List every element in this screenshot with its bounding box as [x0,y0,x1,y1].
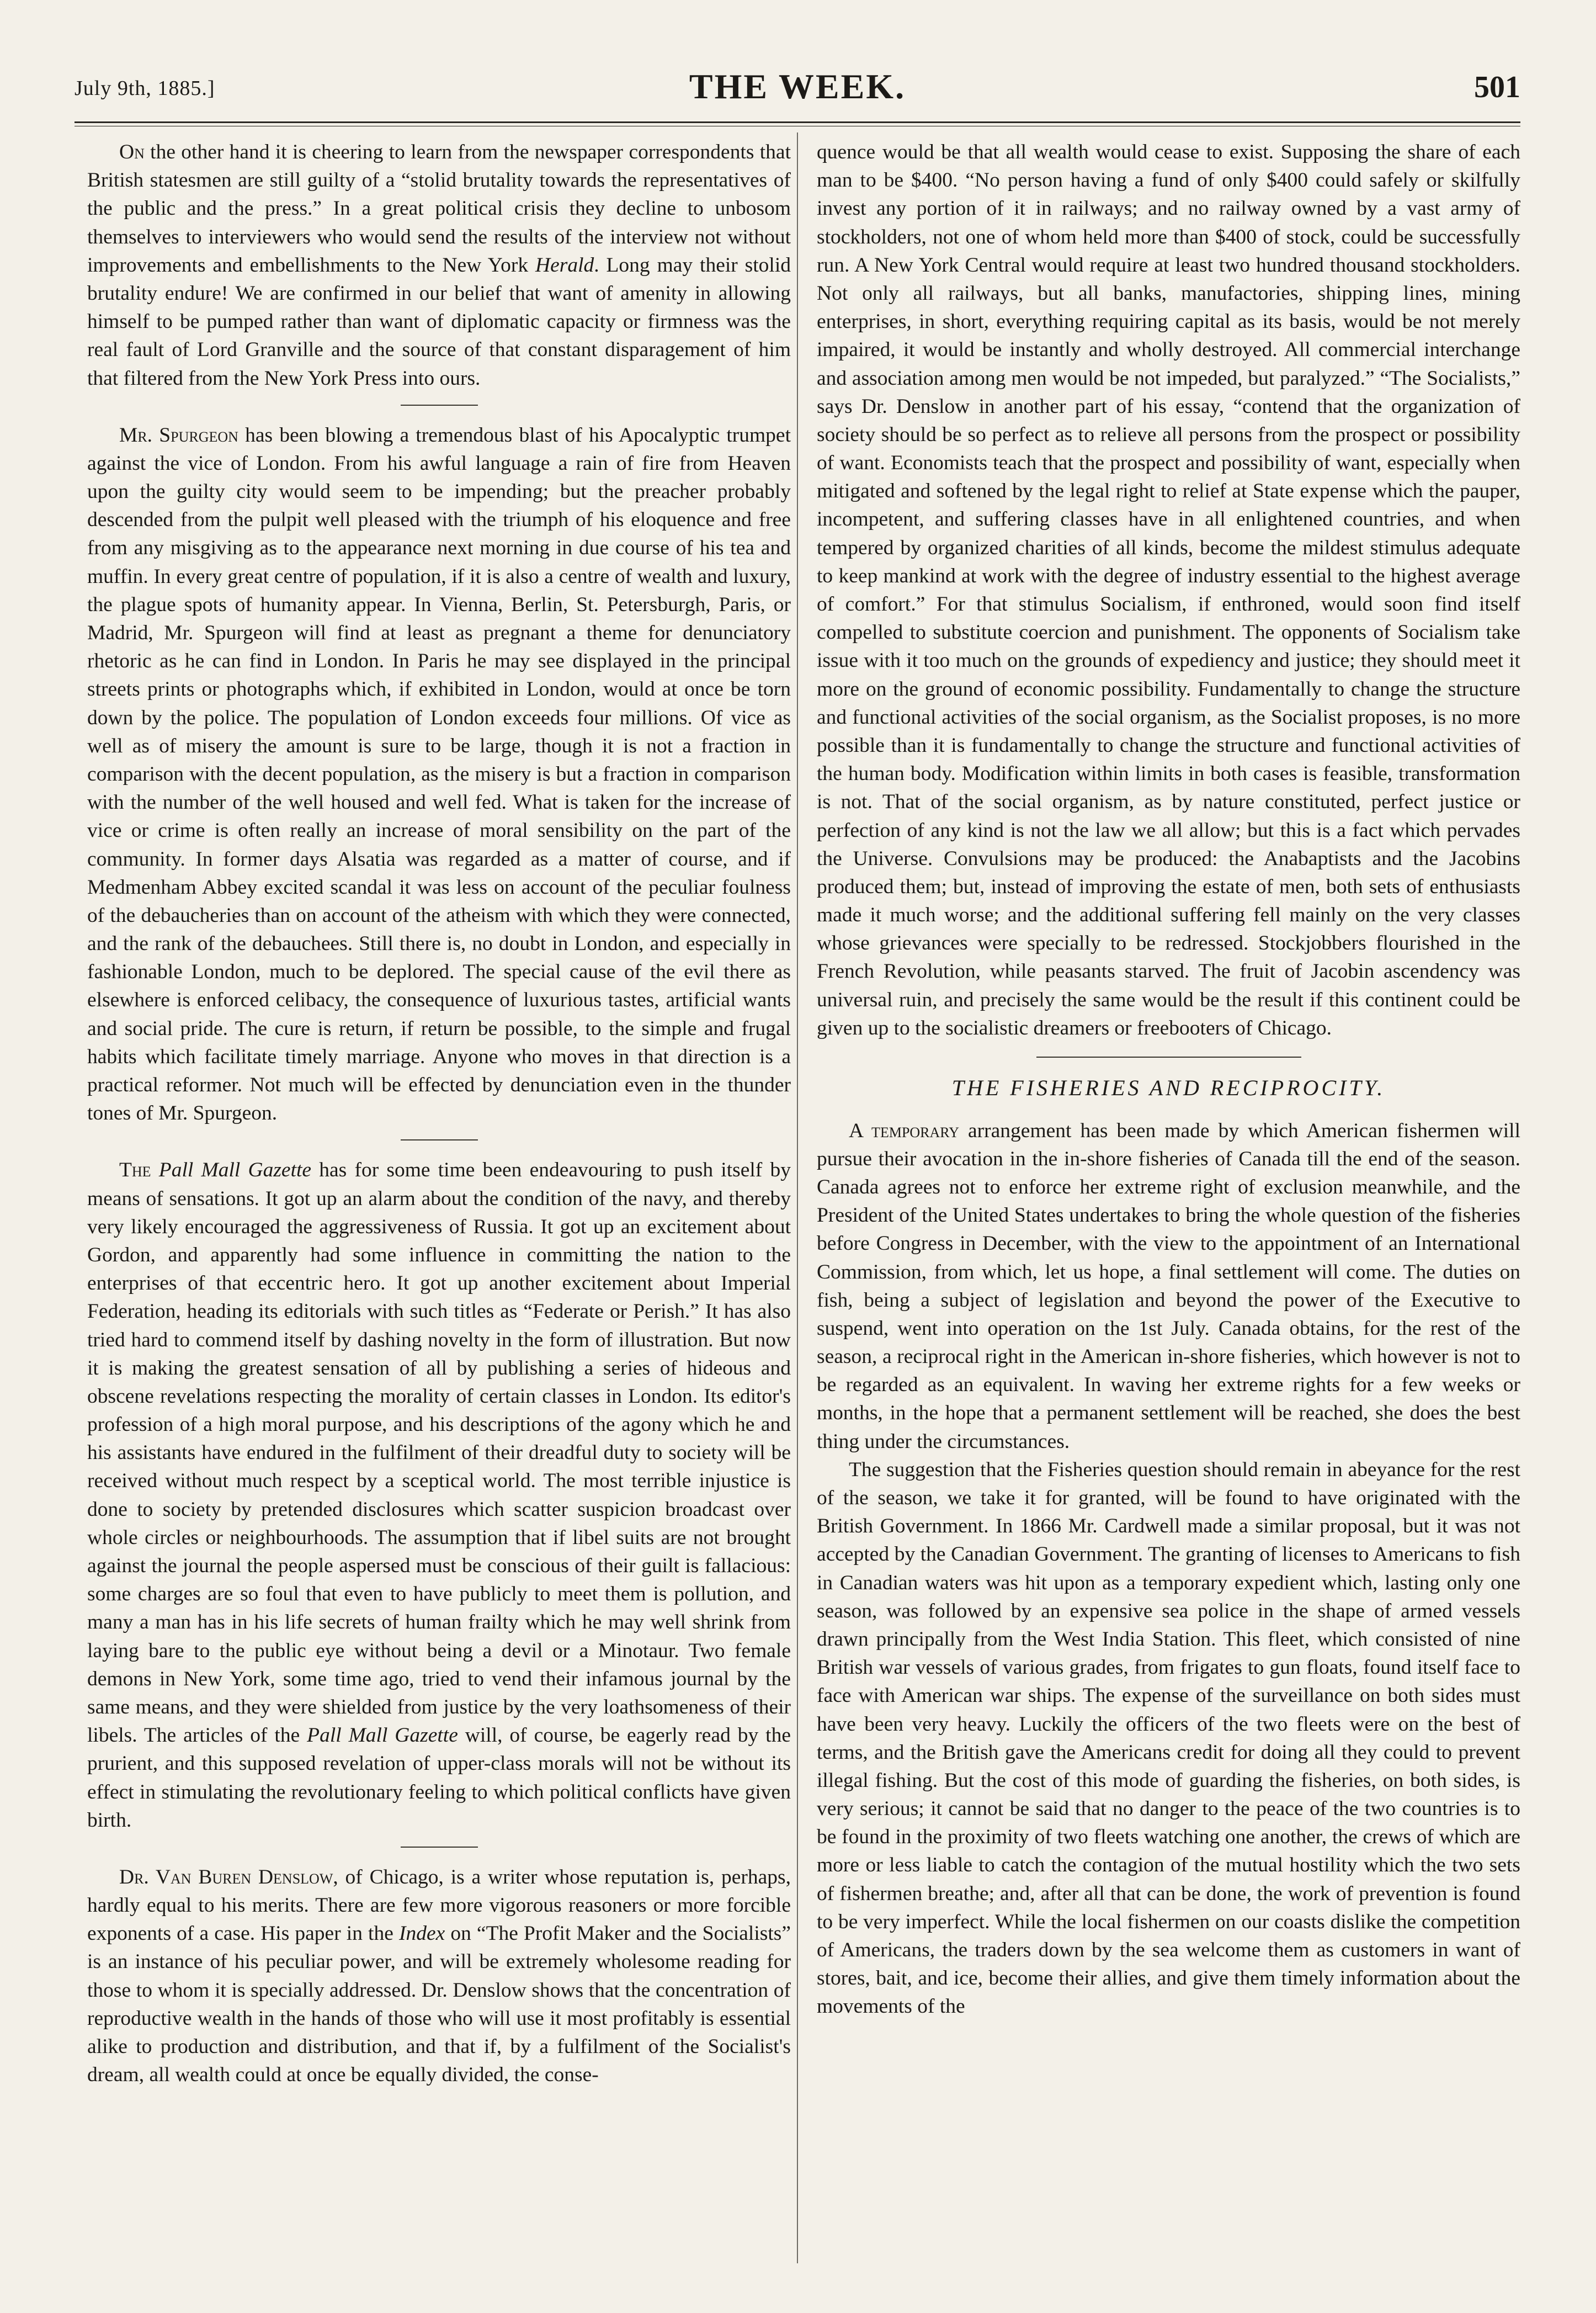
masthead [75,66,1520,119]
lead-words: Dr. Van Buren Denslow [119,1865,333,1888]
paragraph-text: arrangement has been made by which American fishermen will pursue their avocation in the in-shore fisheries of Canada till the end of the season. Canada agrees not to enforce her extreme right of exclusion meanwhile, and the President of the United States undertakes to bring the whole question of the fisheries before Congress in December, with the view to the appointment of an International Commission, from which, let us hope, a final settlement will come. The duties on fish, being a subject of legislation and beyond the power of the Executive to suspend, went into operation on the 1st July. Canada obtains, for the rest of the season, a reciprocal right in the American in-shore fisheries, which however is not to be regarded as an equivalent. In waving her extreme rights for a few weeks or months, in the hope that a permanent settlement will be reached, she does the best thing under the circumstances. [817,1119,1520,1453]
lead-words: A temporary [849,1119,959,1142]
newspaper-name: Pall Mall Gazette [307,1724,458,1747]
article-fisheries-2: The suggestion that the Fisheries question should remain in abeyance for the rest of the season, we take it for granted, will be found to have originated with the British Government. In 1866 Mr. Cardwell made a similar proposal, but it was not accepted by the Canadian Government. The granting of licenses to Americans to fish in Canadian waters was hit upon as a temporary expedient which, lasting only one season, was followed by an expensive sea police in the shape of armed vessels drawn principally from the West India Station. This fleet, which consisted of nine British war vessels of various grades, from frigates to gun floats, found itself face to face with American war ships. The expense of the surveillance on both sides must have been very heavy. Luckily the officers of the two fleets were on the best of terms, and the British gave the Americans credit for doing all they could to prevent illegal fishing. But the cost of this mode of guarding the fisheries, on both sides, is very serious; it cannot be said that no danger to the peace of the two countries is to be found in the proximity of two fleets watching one another, the crews of which are more or less liable to catch the contagion of the mutual hostility which the two sets of fishermen breathe; and, after all that can be done, the work of prevention is found to be very imperfect. While the local fishermen on our coasts dislike the competition of Americans, the traders down by the sea welcome them as customers in want of stores, bait, and ice, become their allies, and give them timely information about the movements of the [817,1458,1520,2018]
article-fisheries [817,1117,1520,1456]
newspaper-name: Pall Mall Gazette [158,1159,312,1182]
section-separator [401,1847,478,1848]
journal-name: Index [398,1922,445,1945]
column-divider [797,132,798,2263]
article-pall-mall-gazette [87,1156,791,1834]
paragraph-text: . Long may their stolid brutality endure! We are confirmed in our belief that want of amenity in allowing himself to be pumped rather than want of diplomatic capacity or firmness was the real fault of Lord Granville and the source of that constant disparagement of him that filtered from the New York Press into ours. [87,253,791,390]
paragraph-text: has for some time been endeavouring to push itself by means of sensations. It got up an alarm about the condition of the navy, and thereby very likely encouraged the aggressiveness of Russia. It got up an excitement about Gordon, and apparently had some influence in committing the nation to the enterprises of that eccentric hero. It got up another excitement about Imperial Federation, heading its editorials with such titles as “Federate or Perish.” It has also tried hard to commend itself by dashing novelty in the form of illustration. But now it is making the greatest sensation of all by publishing a series of hideous and obscene revelations respecting the morality of certain classes in London. Its editor's profession of a high moral purpose, and his descriptions of the agony which he and his assistants have endured in the fulfilment of their dreadful duty to society will be received without much respect by a sceptical world. The most terrible injustice is done to society by pretended disclosures which scatter suspicion broadcast over whole circles or neighbourhoods. The assumption that if libel suits are not brought against the journal the people aspersed must be conscious of their guilt is fallacious: some charges are so foul that even to have publicly to meet them is pollution, and many a man has in his life secrets of human frailty which he may well shrink from laying bare to the public eye without being a devil or a Minotaur. Two female demons in New York, some time ago, tried to vend their infamous journal by the same means, and they were shielded from justice by the very loathsomeness of their libels. The articles of the [87,1159,791,1747]
page-number: 501 [1474,70,1520,104]
paragraph-text: has been blowing a tremendous blast of his Apocalyptic trumpet against the vice of London. From his awful language a rain of fire from Heaven upon the guilty city would seem to be impending; but the preacher probably descended from the pulpit well pleased with the triumph of his eloquence and free from any misgiving as to the appearance next morning in due course of his tea and muffin. In every great centre of population, if it is also a centre of wealth and luxury, the plague spots of humanity appear. In Vienna, Berlin, St. Petersburgh, Paris, or Madrid, Mr. Spurgeon will find at least as pregnant a theme for denunciatory rhetoric as he can find in London. In Paris he may see displayed in the principal streets prints or photographs which, if exhibited in London, would at once be torn down by the police. The population of London exceeds four millions. Of vice as well as of misery the amount is sure to be large, though it is not a fraction in comparison with the decent population, as the misery is but a fraction in comparison with the number of the well housed and well fed. What is taken for the increase of vice or crime is often really an increase of moral sensibility on the part of the community. In former days Alsatia was regarded as a matter of course, and if Medmenham Abbey excited scandal it was less on account of the peculiar foulness of the debaucheries than on account of the atheism with which they were connected, and the rank of the debauchees. Still there is, no doubt in London, and especially in fashionable London, much to be deplored. The special cause of the evil there as elsewhere is enforced celibacy, the consequence of luxurious tastes, artificial wants and social pride. The cure is return, if return be possible, to the simple and frugal habits which facilitate timely marriage. Anyone who moves in that direction is a practical reformer. Not much will be effected by denunciation even in the thunder tones of Mr. Spurgeon. [87,423,791,1125]
left-column [87,138,791,2089]
article-heading: THE FISHERIES AND RECIPROCITY. [951,1075,1386,1100]
newspaper-title: THE WEEK. [689,67,906,106]
header-rule [75,121,1520,123]
paragraph-text: the other hand it is cheering to learn from the newspaper correspondents that British statesmen are still guilty of a “stolid brutality towards the representatives of the public and the press.” In a great political crisis they decline to unbosom themselves to interviewers who would send the results of the interview not without improvements and embellishments to the New York [87,141,791,277]
lead-words: The [119,1159,151,1182]
paragraph-text: on “The Profit Maker and the Socialists” is an instance of his peculiar power, and will be extremely wholesome reading for those to whom it is specially addressed. Dr. Denslow shows that the concentration of reproductive wealth in the hands of those who will use it most profitably is essential alike to production and distribution, and that if, by a fulfilment of the Socialist's dream, all wealth could at once be equally divided, the conse- [87,1922,791,2087]
lead-words: Mr. Spurgeon [119,423,238,447]
article-spurgeon [87,421,791,1128]
section-separator [401,405,478,406]
paragraph-text: , of Chicago, is a writer whose reputation is, perhaps, hardly equal to his merits. There are few more vigorous reasoners or more forcible exponents of a case. His paper in the [87,1865,791,1945]
newspaper-name: Herald [535,253,594,277]
section-separator [1036,1057,1301,1058]
article-denslow-continued: quence would be that all wealth would cease to exist. Supposing the share of each man to be $400. “No person having a fund of only $400 could safely or skilfully invest any portion of it in railways; and no railway owned by a vast army of stockholders, not one of whom held more than $400 of stock, could be successfully run. A New York Central would require at least two hundred thousand stockholders. Not only all railways, but all banks, manufactories, shipping lines, mining enterprises, in short, everything requiring capital as its basis, would be not merely impaired, it would be instantly and wholly destroyed. All commercial interchange and association among men would be not impeded, but paralyzed.” “The Socialists,” says Dr. Denslow in another part of his essay, “contend that the organization of society should be so perfect as to relieve all persons from the prospect or possibility of want. Economists teach that the prospect and possibility of want, especially when mitigated and softened by the legal right to relief at State expense which the pauper, incompetent, and suffering classes have in all enlightened countries, and when tempered by organized charities of all kinds, become the mildest stimulus adequate to keep mankind at work with the degree of industry essential to the highest average of comfort.” For that stimulus Socialism, if enthroned, would soon find itself compelled to substitute coercion and punishment. The opponents of Socialism take issue with it too much on the grounds of expediency and justice; they should meet it more on the ground of economic possibility. Fundamentally to change the structure and functional activities of the social organism, as the Socialist proposes, is no more possible than it is fundamentally to change the structure and functional activities of the human body. Modification within limits in both cases is feasible, transformation is not. That of the social organism, as by nature constituted, perfect justice or perfection of any kind is not the law we all allow; but this is a fact which pervades the Universe. Convulsions may be produced: the Anabaptists and the Jacobins produced them; but, instead of improving the estate of men, both sets of enthusiasts made it much worse; and the additional suffering fell mainly on the very classes whose grievances were specially to be redressed. Stockjobbers flourished in the French Revolution, while peasants starved. The fruit of Jacobin ascendency was universal ruin, and precisely the same would be the result if this continent could be given up to the socialistic dreamers or freebooters of Chicago. [817,141,1520,1039]
paragraph-text: will, of course, be eagerly read by the prurient, and this supposed revelation of upper-class morals will not be without its effect in stimulating the revolutionary feeling to which political conflicts have given birth. [87,1724,791,1832]
article-granville [87,138,791,392]
lead-words: On [119,141,145,163]
issue-date: July 9th, 1885.] [75,77,215,100]
article-denslow [87,1863,791,2089]
section-separator [401,1139,478,1140]
right-column [817,138,1520,2021]
